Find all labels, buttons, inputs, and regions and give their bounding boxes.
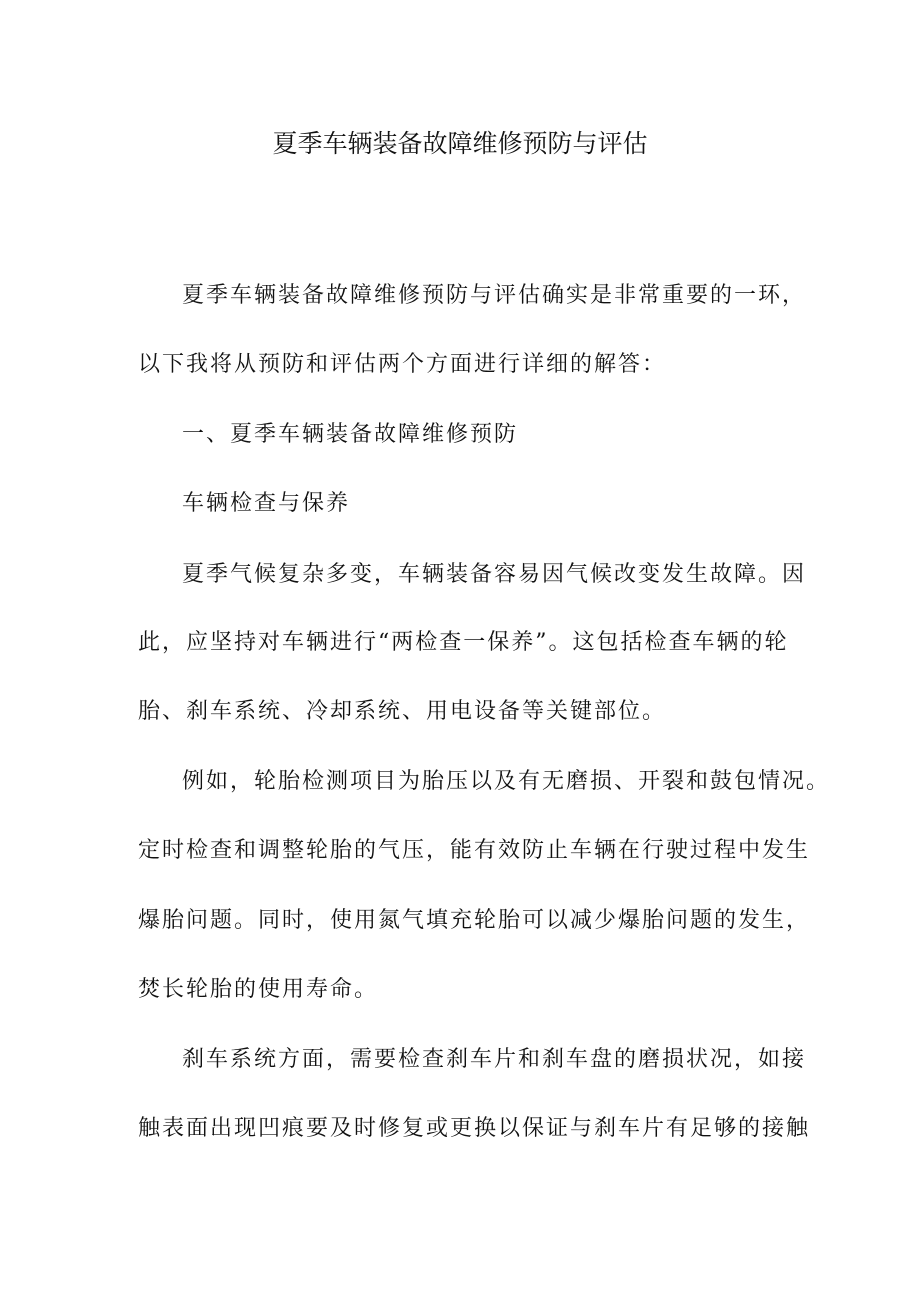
paragraph-line: 触表面出现凹痕要及时修复或更换以保证与刹车片有足够的接触 <box>138 1116 811 1141</box>
paragraph-line: 此，应坚持对车辆进行“两检查一保养”。这包括检查车辆的轮 <box>138 630 789 655</box>
paragraph-line: 定时检查和调整轮胎的气压，能有效防止车辆在行驶过程中发生 <box>138 838 811 863</box>
paragraph-line: 例如，轮胎检测项目为胎压以及有无磨损、开裂和鼓包情况。 <box>182 769 831 794</box>
paragraph-line: 焚长轮胎的使用寿命。 <box>138 977 379 1002</box>
paragraph-line: 以下我将从预防和评估两个方面进行详细的解答： <box>138 352 667 377</box>
document-title: 夏季车辆装备故障维修预防与评估 <box>272 129 648 158</box>
paragraph-line: 夏季气候复杂多变，车辆装备容易因气候改变发生故障。因 <box>182 562 807 587</box>
paragraph-line: 夏季车辆装备故障维修预防与评估确实是非常重要的一环， <box>182 283 807 308</box>
paragraph-line: 刹车系统方面，需要检查刹车片和刹车盘的磨损状况，如接 <box>182 1047 807 1072</box>
section-heading: 一、夏季车辆装备故障维修预防 <box>182 422 519 447</box>
paragraph-line: 胎、刹车系统、冷却系统、用电设备等关键部位。 <box>138 699 667 724</box>
paragraph-line: 爆胎问题。同时，使用氮气填充轮胎可以减少爆胎问题的发生， <box>138 908 811 933</box>
subsection-heading: 车辆检查与保养 <box>182 491 351 516</box>
